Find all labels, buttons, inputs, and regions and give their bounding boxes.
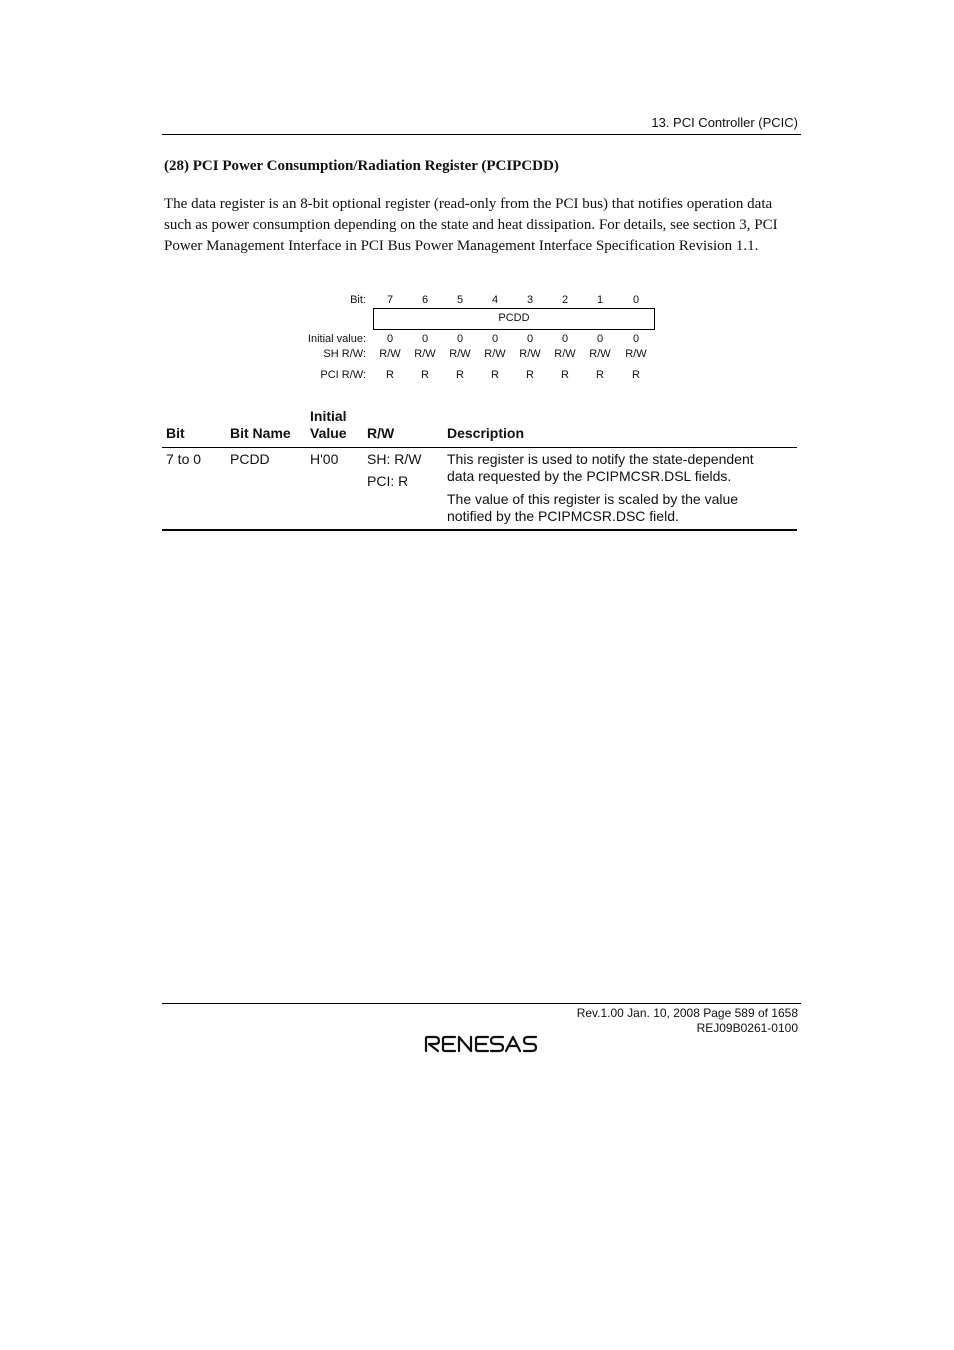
bit-number: 7 xyxy=(386,294,394,306)
cell-rw-sh: SH: R/W xyxy=(367,451,422,467)
bit-number: 2 xyxy=(561,294,569,306)
initial-value: 0 xyxy=(491,333,499,345)
col-header-initial: Initial xyxy=(310,408,347,424)
cell-bit-name: PCDD xyxy=(230,451,270,467)
footer-rule xyxy=(162,1003,801,1004)
pci-rw-value: R xyxy=(456,369,464,381)
col-header-description: Description xyxy=(447,425,525,441)
initial-value: 0 xyxy=(526,333,534,345)
cell-bit: 7 to 0 xyxy=(166,451,202,467)
initial-value: 0 xyxy=(632,333,640,345)
bit-number: 4 xyxy=(491,294,499,306)
initial-value: 0 xyxy=(596,333,604,345)
pci-rw-value: R xyxy=(596,369,604,381)
col-header-bit: Bit xyxy=(166,425,185,441)
table-header-rule xyxy=(162,447,797,448)
cell-description-line: The value of this register is scaled by the value xyxy=(447,491,739,507)
bit-row-label: Bit: xyxy=(350,294,366,306)
bit-number: 5 xyxy=(456,294,464,306)
pci-rw-value: R xyxy=(386,369,394,381)
col-header-bit-name: Bit Name xyxy=(230,425,291,441)
col-header-value: Value xyxy=(310,425,347,441)
pci-rw-value: R xyxy=(491,369,499,381)
bit-number: 0 xyxy=(632,294,640,306)
sh-rw-value: R/W xyxy=(449,348,471,360)
initial-value: 0 xyxy=(421,333,429,345)
register-field-box xyxy=(373,308,655,330)
cell-description-line: This register is used to notify the state-dependent xyxy=(447,451,754,467)
initial-value: 0 xyxy=(456,333,464,345)
sh-rw-value: R/W xyxy=(484,348,506,360)
initial-value-label: Initial value: xyxy=(307,333,366,345)
bit-number: 1 xyxy=(596,294,604,306)
sh-rw-value: R/W xyxy=(379,348,401,360)
footer-doc-number: REJ09B0261-0100 xyxy=(696,1021,798,1035)
register-field-name: PCDD xyxy=(498,312,530,324)
header-rule xyxy=(162,134,801,135)
bit-number: 3 xyxy=(526,294,534,306)
sh-rw-value: R/W xyxy=(625,348,647,360)
cell-description-line: data requested by the PCIPMCSR.DSL fields. xyxy=(447,468,732,484)
pci-rw-value: R xyxy=(421,369,429,381)
table-bottom-rule xyxy=(162,529,797,531)
cell-initial-value: H'00 xyxy=(310,451,339,467)
sh-rw-label: SH R/W: xyxy=(323,348,366,360)
initial-value: 0 xyxy=(386,333,394,345)
pci-rw-value: R xyxy=(526,369,534,381)
sh-rw-value: R/W xyxy=(554,348,576,360)
cell-rw-pci: PCI: R xyxy=(367,473,409,489)
col-header-rw: R/W xyxy=(367,425,395,441)
sh-rw-value: R/W xyxy=(519,348,541,360)
bit-number: 6 xyxy=(421,294,429,306)
section-heading: (28) PCI Power Consumption/Radiation Register (PCIPCDD) xyxy=(164,158,559,174)
cell-description-line: notified by the PCIPMCSR.DSC field. xyxy=(447,508,679,524)
pci-rw-label: PCI R/W: xyxy=(320,369,366,381)
pci-rw-value: R xyxy=(632,369,640,381)
footer-revision: Rev.1.00 Jan. 10, 2008 Page 589 of 1658 xyxy=(576,1006,798,1020)
chapter-header: 13. PCI Controller (PCIC) xyxy=(651,115,798,130)
sh-rw-value: R/W xyxy=(414,348,436,360)
initial-value: 0 xyxy=(561,333,569,345)
renesas-logo xyxy=(423,1034,541,1059)
pci-rw-value: R xyxy=(561,369,569,381)
section-paragraph: The data register is an 8-bit optional register (read-only from the PCI bus) that notifies operation data such as power consumption depending on the state and heat dissipation. For details, see section 3, PCI Power Management Interface in PCI Bus Power Management Interface Specification Revision 1.1. xyxy=(164,196,778,254)
sh-rw-value: R/W xyxy=(589,348,611,360)
